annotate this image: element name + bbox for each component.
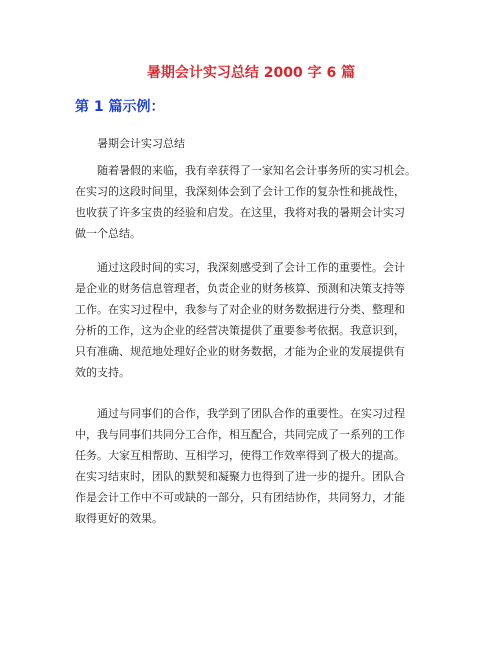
paragraph-line: 只有准确、规范地处理好企业的财务数据，才能为企业的发展提供有 (75, 345, 405, 358)
paragraph-line: 随着暑假的来临，我有幸获得了一家知名会计事务所的实习机会。 (97, 164, 416, 177)
paragraph-line: 中，我与同事们共同分工合作，相互配合，共同完成了一系列的工作 (75, 428, 405, 441)
document-title: 暑期会计实习总结 2000 字 6 篇 (146, 65, 356, 81)
paragraph-line: 任务。大家互相帮助、互相学习，使得工作效率得到了极大的提高。 (75, 449, 405, 462)
paragraph-line: 作是会计工作中不可或缺的一部分，只有团结协作，共同努力，才能 (75, 491, 405, 504)
paragraph-1 (75, 160, 445, 244)
paragraph-line: 通过这段时间的实习，我深刻感受到了会计工作的重要性。会计 (97, 261, 405, 274)
section-heading: 第 1 篇示例： (75, 99, 165, 115)
paragraph-line: 效的支持。 (75, 366, 130, 379)
paragraph-line: 做一个总结。 (75, 227, 141, 240)
paragraph-line: 通过与同事们的合作，我学到了团队合作的重要性。在实习过程 (97, 407, 405, 420)
paragraph-3 (75, 403, 445, 529)
article-subtitle: 暑期会计实习总结 (97, 137, 185, 150)
paragraph-line: 也收获了许多宝贵的经验和启发。在这里，我将对我的暑期会计实习 (75, 206, 405, 219)
paragraph-line: 是企业的财务信息管理者，负责企业的财务核算、预测和决策支持等 (75, 282, 405, 295)
paragraph-2 (75, 257, 445, 383)
paragraph-line: 在实习的这段时间里，我深刻体会到了会计工作的复杂性和挑战性， (75, 185, 405, 198)
paragraph-line: 取得更好的效果。 (75, 512, 163, 525)
paragraph-line: 分析的工作，这为企业的经营决策提供了重要参考依据。我意识到， (75, 324, 405, 337)
paragraph-line: 在实习结束时，团队的默契和凝聚力也得到了进一步的提升。团队合 (75, 470, 405, 483)
paragraph-line: 工作。在实习过程中，我参与了对企业的财务数据进行分类、整理和 (75, 303, 405, 316)
